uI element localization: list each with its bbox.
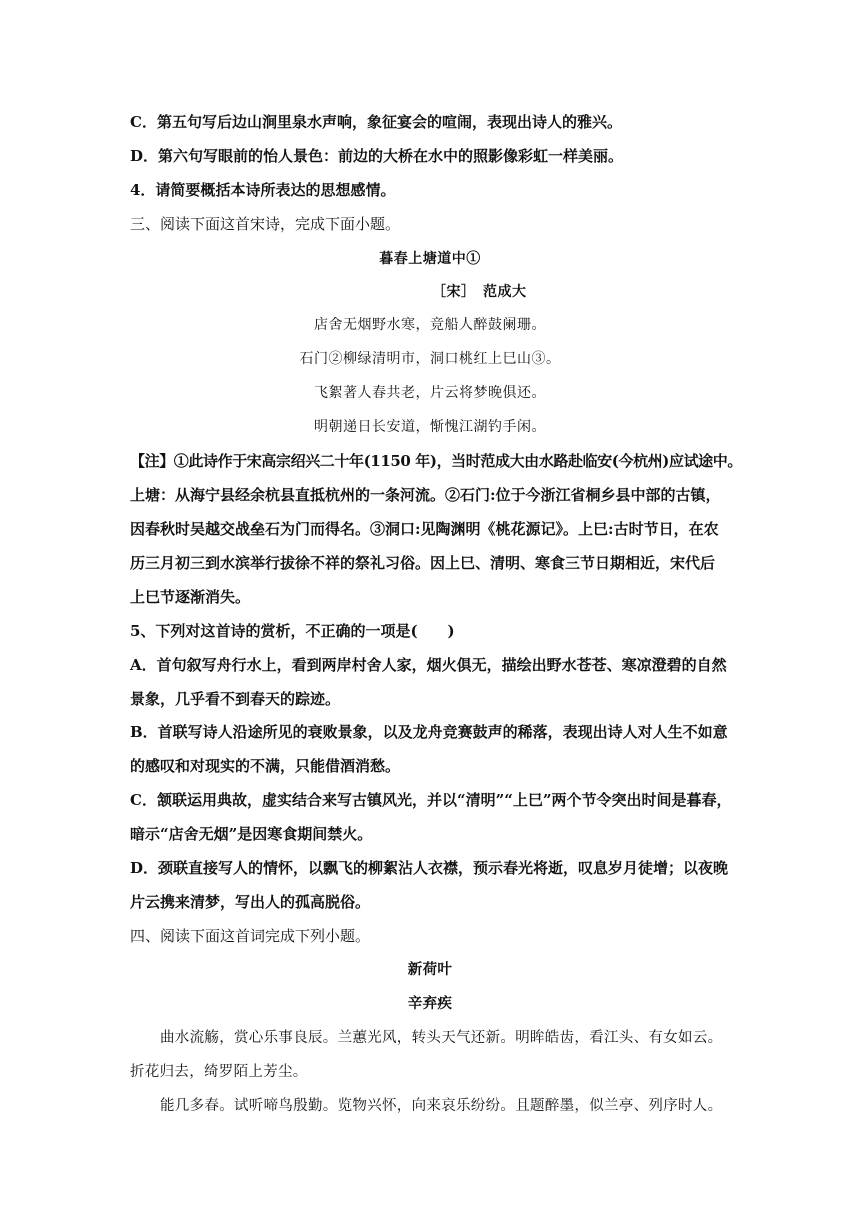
question-5-option-b-line-2: 的感叹和对现实的不满，只能借酒消愁。 <box>130 757 401 775</box>
ci-title: 新荷叶 <box>407 961 453 978</box>
ci-author: 辛弃疾 <box>407 995 453 1012</box>
ci-paragraph-1-line-1: 曲水流觞，赏心乐事良辰。兰蕙光风，转头天气还新。明眸皓齿，看江头、有女如云。 <box>160 1030 723 1046</box>
poem-line-2: 石门②柳绿清明市，洞口桃红上巳山③。 <box>299 351 561 367</box>
question-5-option-a-line-2: 景象，几乎看不到春天的踪迹。 <box>130 690 341 708</box>
note-line-5: 上巳节逐渐消失。 <box>130 588 251 606</box>
poem-line-3: 飞絮著人春共老，片云将梦晚俱还。 <box>314 385 546 401</box>
note-line-3: 因春秋时吴越交战垒石为门而得名。③洞口:见陶渊明《桃花源记》。上巳:古时节日，在农 <box>130 520 719 538</box>
question-5: 5、下列对这首诗的赏析，不正确的一项是( ) <box>130 622 455 640</box>
question-5-option-d-line-1: D．颈联直接写人的情怀，以飘飞的柳絮沾人衣襟，预示春光将逝，叹息岁月徒增；以夜晚 <box>130 859 729 877</box>
note-line-4: 历三月初三到水滨举行拔徐不祥的祭礼习俗。因上巳、清明、寒食三节日期相近，宋代后 <box>130 554 716 572</box>
section-3-heading: 三、阅读下面这首宋诗，完成下面小题。 <box>130 215 401 233</box>
note-line-2: 上塘：从海宁县经余杭县直抵杭州的一条河流。②石门:位于今浙江省桐乡县中部的古镇， <box>130 486 721 504</box>
question-3-option-d: D．第六句写眼前的怡人景色：前边的大桥在水中的照影像彩虹一样美丽。 <box>130 147 624 165</box>
question-3-option-c: C．第五句写后边山涧里泉水声响，象征宴会的喧闹，表现出诗人的雅兴。 <box>130 113 622 131</box>
poem-title: 暮春上塘道中① <box>379 251 481 267</box>
question-5-option-a-line-1: A．首句叙写舟行水上，看到两岸村舍人家，烟火俱无，描绘出野水苍苍、寒凉澄碧的自然 <box>130 656 727 674</box>
question-5-option-b-line-1: B．首联写诗人沿途所见的衰败景象，以及龙舟竞赛鼓声的稀落，表现出诗人对人生不如意 <box>130 723 728 741</box>
question-5-option-c-line-1: C．颔联运用典故，虚实结合来写古镇风光，并以“清明”“上巳”两个节令突出时间是暮春， <box>130 791 732 809</box>
question-5-option-d-line-2: 片云携来清梦，写出人的孤高脱俗。 <box>130 893 371 911</box>
question-4: 4．请简要概括本诗所表达的思想感情。 <box>130 181 396 199</box>
poem-line-4: 明朝递日长安道，惭愧江湖钓手闲。 <box>314 419 546 435</box>
question-5-option-c-line-2: 暗示“店舍无烟”是因寒食期间禁火。 <box>130 825 373 843</box>
poem-author: ［宋］ 范成大 <box>432 284 527 300</box>
ci-paragraph-2: 能几多春。试听啼鸟殷勤。览物兴怀，向来哀乐纷纷。且题醉墨，似兰亭、列序时人。 <box>160 1098 723 1114</box>
ci-paragraph-1-line-2: 折花归去，绮罗陌上芳尘。 <box>130 1064 308 1080</box>
section-4-heading: 四、阅读下面这首词完成下列小题。 <box>130 927 371 945</box>
poem-line-1: 店舍无烟野水寒，竞船人醉鼓阑珊。 <box>314 317 546 333</box>
note-line-1: 【注】①此诗作于宋高宗绍兴二十年(1150 年)，当时范成大由水路赴临安(今杭州)应试途中。 <box>130 452 742 470</box>
